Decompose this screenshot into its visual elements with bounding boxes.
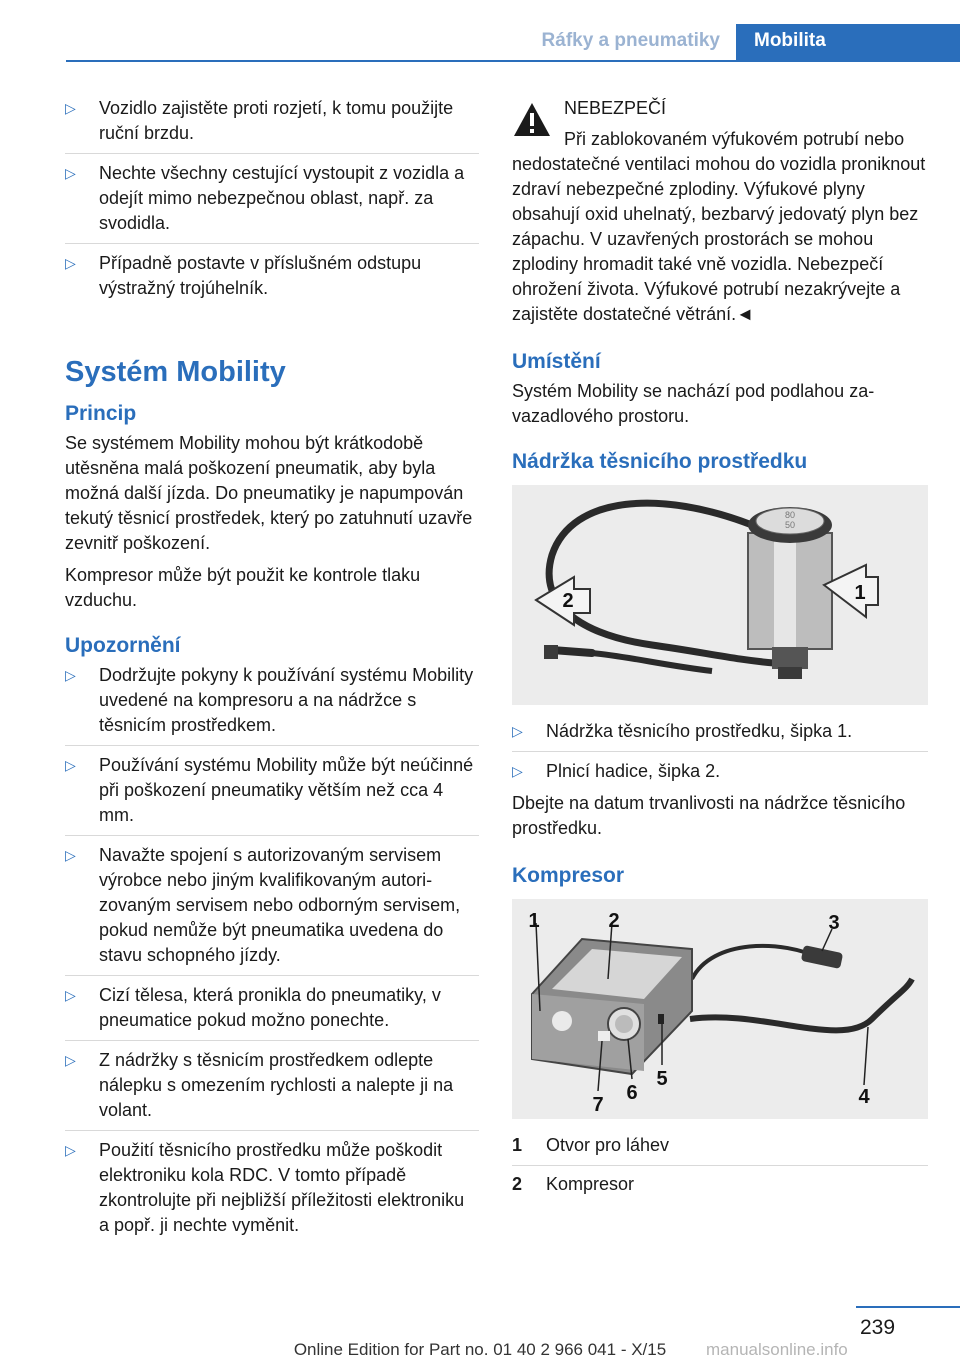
- principle-text: Se systémem Mobility mohou být krátkodobě utěsněna malá poškození pneumatik, aby byla možná další jízda. Do pneumatiky je napumpován tekutý těsnicí prostředek, který po zatuhnutí uzavře zevnitř poškození.: [65, 433, 473, 553]
- gauge-text-top: 80: [784, 510, 796, 520]
- arrow-2-label: 2: [562, 590, 574, 612]
- triangle-bullet-icon: ▷: [65, 847, 76, 863]
- header-tab-wheels-tyres[interactable]: [514, 24, 736, 60]
- triangle-bullet-icon: ▷: [65, 100, 76, 116]
- list-item: ▷ Používání systému Mobility může být neúčinné při poškození pneumatiky větším než cca 4 mm.: [65, 745, 479, 828]
- left-column: [65, 96, 479, 1245]
- header-tab-mobility[interactable]: [736, 24, 960, 62]
- header-tab-wheels-tyres-label: Ráfky a pneumatiky: [541, 30, 720, 51]
- triangle-bullet-icon: ▷: [65, 757, 76, 773]
- danger-warning: [512, 96, 928, 327]
- list-item: ▷ Dodržujte pokyny k používání systému Mobility uvedené na kompresoru a na nádržce s těsnicím prostředkem.: [65, 665, 474, 735]
- list-item: ▷ Cizí tělesa, která pronikla do pneumatiky, v pneumatice pokud možno ponechte.: [65, 975, 479, 1033]
- callout-2: 2: [608, 910, 620, 932]
- triangle-bullet-icon: ▷: [65, 255, 76, 271]
- list-item: 2 Kompresor: [512, 1165, 928, 1197]
- expiry-note: Dbejte na datum trvanlivosti na nádržce těsnicího prostředku.: [512, 793, 906, 838]
- triangle-bullet-icon: ▷: [65, 1142, 76, 1158]
- intro-bullet-list: [65, 96, 479, 301]
- gauge-text-bottom: 50: [784, 520, 796, 530]
- watermark: manualsonline.info: [706, 1340, 848, 1359]
- warning-title: NEBEZPEČÍ: [564, 98, 667, 118]
- list-item: ▷ Případně postavte v příslušném odstupu výstražný trojúhelník.: [65, 243, 479, 301]
- location-text: Systém Mobility se nachází pod podlahou zavazadlového prostoru.: [512, 381, 875, 426]
- sealant-tank-figure: [512, 485, 928, 705]
- principle-heading: Princip: [65, 402, 137, 425]
- warning-triangle-icon: [512, 100, 552, 140]
- list-item: 1 Otvor pro láhev: [512, 1135, 670, 1155]
- callout-5: 5: [656, 1068, 668, 1090]
- sealant-tank-bullet-list: [512, 719, 928, 784]
- triangle-bullet-icon: ▷: [65, 165, 76, 181]
- triangle-bullet-icon: ▷: [65, 987, 76, 1003]
- arrow-1-label: 1: [854, 582, 866, 604]
- callout-6: 6: [626, 1082, 638, 1104]
- triangle-bullet-icon: ▷: [65, 667, 76, 683]
- triangle-bullet-icon: ▷: [512, 763, 523, 779]
- callout-4: 4: [858, 1086, 870, 1108]
- list-item: ▷ Nechte všechny cestující vystoupit z vozidla a odejít mimo nebezpečnou oblast, např. za svodidla.: [65, 153, 479, 236]
- edition-text: Online Edition for Part no. 01 40 2 966 041 - X/15: [293, 1340, 667, 1359]
- compressor-heading: Kompresor: [512, 864, 625, 887]
- sealant-tank-heading: Nádržka těsnicího prostředku: [512, 450, 808, 473]
- section-title: Systém Mobility: [65, 356, 286, 388]
- list-item: ▷ Použití těsnicího prostředku může poškodit elektroniku kola RDC. V tomto případě zkontrolujte při nejbližší příležitosti elektroniku a popř. ji nechte vyměnit.: [65, 1130, 479, 1238]
- triangle-bullet-icon: ▷: [65, 1052, 76, 1068]
- sealant-tank-illustration: [512, 485, 928, 705]
- list-item: ▷ Z nádržky s těsnicím prostředkem odlepte nálepku s omezením rychlosti a nalepte ji na volant.: [65, 1040, 479, 1123]
- list-item: ▷ Nádržka těsnicího prostředku, šipka 1.: [512, 719, 928, 744]
- triangle-bullet-icon: ▷: [512, 723, 523, 739]
- header-tab-mobility-label: Mobilita: [754, 30, 826, 51]
- notes-heading: Upozornění: [65, 634, 181, 657]
- list-item: ▷ Vozidlo zajistěte proti rozjetí, k tomu použijte ruční brzdu.: [65, 98, 454, 143]
- callout-1: 1: [528, 910, 540, 932]
- header-rule: [66, 60, 960, 62]
- location-heading: Umístění: [512, 350, 601, 373]
- compressor-illustration: [512, 899, 928, 1119]
- compressor-figure: [512, 899, 928, 1119]
- compressor-parts-list: [512, 1133, 928, 1197]
- warning-text: Při zablokovaném výfukovém potrubí nebo nedostatečné ventilaci mohou do vozidla proniknout zdraví nebezpečné zplodiny. Výfukové plyny obsahují oxid uhelnatý, bezbarvý jedovatý plyn bez zápachu. V uzavřených prostorách se mohou zplodiny hromadit také vně vozidla. Nebezpečí ohrožení života. Výfukové potrubí nezakrývejte a zajistěte dostatečné větrání.◄: [512, 129, 926, 324]
- compressor-usage-text: Kompresor může být použit ke kontrole tlaku vzduchu.: [65, 565, 421, 610]
- footer-rule: [856, 1306, 960, 1308]
- notes-bullet-list: [65, 663, 479, 1238]
- list-item: ▷ Navažte spojení s autorizovaným servisem výrobce nebo jiným kvalifikovaným autorizovaným servisem nebo odborným servisem, pokud nemůže být pneumatika uvedena do stavu schopného jízdy.: [65, 835, 479, 968]
- page-number: 239: [860, 1316, 896, 1339]
- callout-3: 3: [828, 912, 840, 934]
- callout-7: 7: [592, 1094, 604, 1116]
- list-item: ▷ Plnicí hadice, šipka 2.: [512, 751, 928, 784]
- right-column: [512, 96, 928, 1204]
